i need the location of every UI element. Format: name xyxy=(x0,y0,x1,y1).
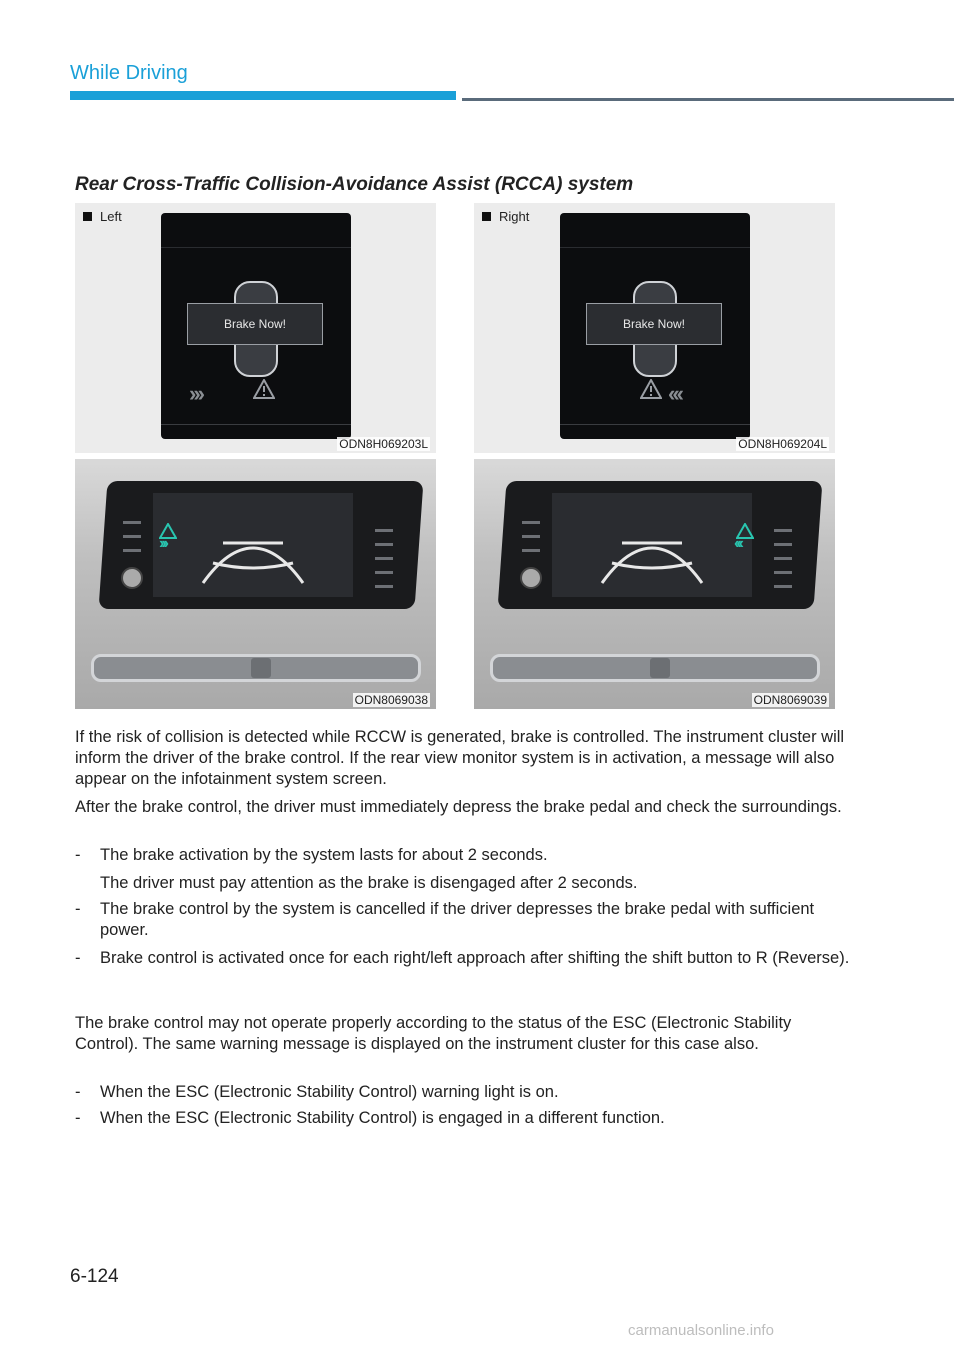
cluster-screen xyxy=(161,213,351,439)
body-paragraph: The brake control may not operate properly according to the status of the ESC (Electronic Stability Control). The same warning message is displayed on the instrument cluster for this case also. xyxy=(75,1014,792,1053)
figure-code: ODN8H069204L xyxy=(738,437,827,451)
header-rule xyxy=(462,98,954,101)
header-rule-accent xyxy=(70,91,456,100)
section-title: While Driving xyxy=(70,62,188,84)
chevron-right-icon: ››› xyxy=(159,535,166,552)
chevron-left-icon: ‹‹‹ xyxy=(668,381,681,406)
square-bullet-icon xyxy=(482,212,491,221)
figure-label: Left xyxy=(83,209,122,224)
chevron-left-icon: ‹‹‹ xyxy=(734,535,741,552)
hazard-button xyxy=(650,658,670,678)
chevron-right-icon: ››› xyxy=(189,381,202,406)
volume-knob xyxy=(520,567,542,589)
warning-triangle-icon xyxy=(253,379,275,399)
hazard-button xyxy=(251,658,271,678)
figure-code: ODN8069038 xyxy=(354,693,428,707)
page-heading: Rear Cross-Traffic Collision-Avoidance Assist (RCCA) system xyxy=(75,174,634,195)
volume-knob xyxy=(121,567,143,589)
cluster-screen xyxy=(560,213,750,439)
figure-label: Right xyxy=(482,209,529,224)
square-bullet-icon xyxy=(83,212,92,221)
warning-triangle-icon xyxy=(640,379,662,399)
figure-cluster-left xyxy=(75,203,436,453)
infotainment-display xyxy=(552,493,752,597)
figure-infotainment-right xyxy=(474,459,835,709)
figure-cluster-right xyxy=(474,203,835,453)
watermark: carmanualsonline.info xyxy=(628,1322,774,1339)
body-paragraph: After the brake control, the driver must immediately depress the brake pedal and check the surroundings. xyxy=(75,798,842,816)
figure-code: ODN8069039 xyxy=(753,693,827,707)
page-number: 6-124 xyxy=(70,1266,119,1287)
body-paragraph: If the risk of collision is detected while RCCW is generated, brake is controlled. The instrument cluster will inform the driver of the brake control. If the rear view monitor system is in activation, a message will also appear on the infotainment system screen. xyxy=(75,728,845,788)
figure-code: ODN8H069203L xyxy=(339,437,428,451)
figure-infotainment-left xyxy=(75,459,436,709)
brake-now-message: Brake Now! xyxy=(586,303,722,345)
infotainment-display xyxy=(153,493,353,597)
brake-now-message: Brake Now! xyxy=(187,303,323,345)
